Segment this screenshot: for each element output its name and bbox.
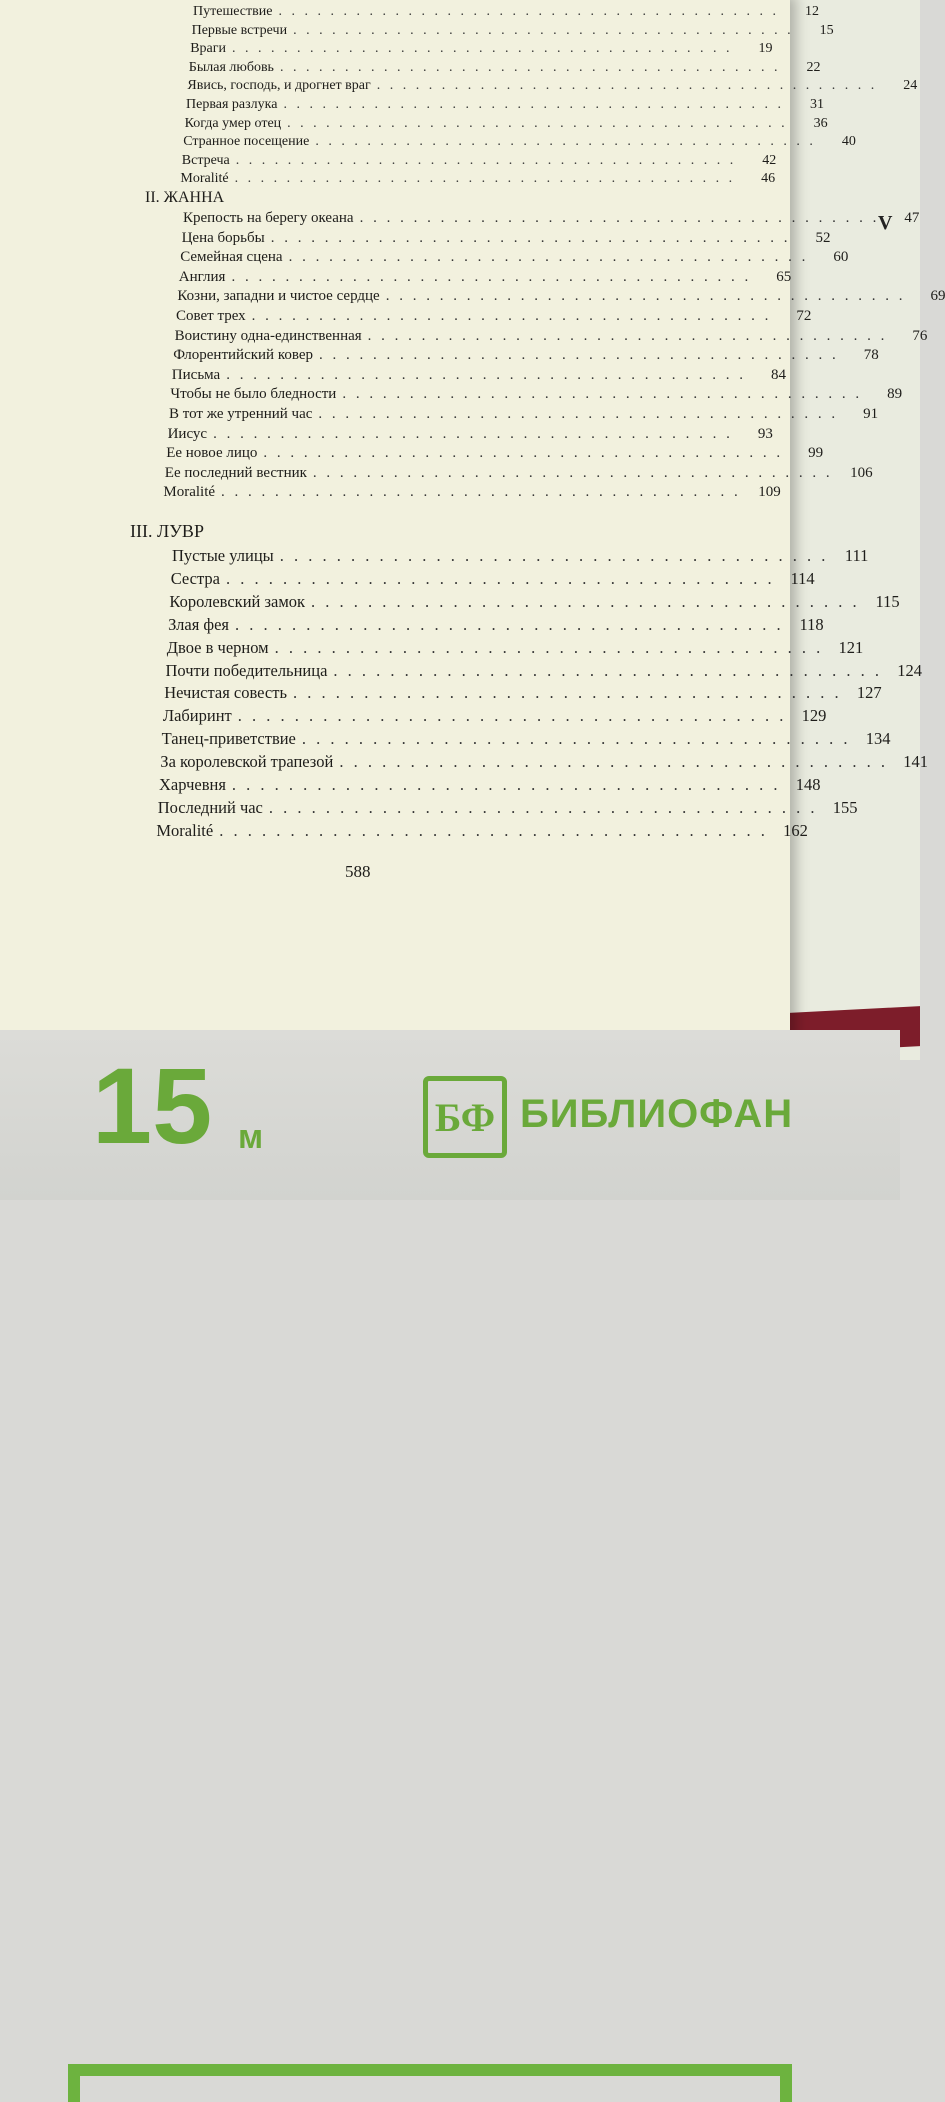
- toc-entry-page: 99: [808, 445, 824, 462]
- toc-entry-page: 91: [863, 406, 879, 422]
- toc-leader-dots: . . . . . . . . . . . . . . . . . . . . . . . . . . . . . . . . . . . . . . .: [319, 347, 839, 364]
- toc-entry-page: 148: [795, 775, 821, 794]
- banner-frame-line: [68, 2064, 790, 2076]
- toc-entry-title: Злая фея: [168, 614, 230, 634]
- banner-frame-left: [68, 2064, 80, 2102]
- toc-leader-dots: . . . . . . . . . . . . . . . . . . . . . . . . . . . . . . . . . . . . . . .: [213, 425, 733, 442]
- toc-leader-dots: . . . . . . . . . . . . . . . . . . . . . . . . . . . . . . . . . . . . . . .: [235, 614, 784, 634]
- toc-entry: [164, 683, 882, 703]
- toc-entry-title: Когда умер отец: [184, 115, 282, 131]
- toc-entry: [186, 97, 824, 113]
- toc-entry: [162, 706, 827, 726]
- book-page: [0, 0, 945, 1035]
- toc-entry-title: Цена борьбы: [181, 229, 265, 246]
- toc-entry: [180, 171, 776, 187]
- toc-entry-title: Совет трех: [176, 308, 246, 324]
- toc-entry-title: Путешествие: [193, 4, 273, 19]
- toc-entry-title: Крепость на берегу океана: [183, 210, 354, 226]
- toc-entry: [164, 464, 873, 482]
- toc-entry-page: 155: [832, 797, 858, 817]
- toc-entry: [174, 327, 928, 345]
- toc-leader-dots: . . . . . . . . . . . . . . . . . . . . . . . . . . . . . . . . . . . . . . .: [315, 134, 816, 150]
- toc-leader-dots: . . . . . . . . . . . . . . . . . . . . . . . . . . . . . . . . . . . . . . .: [376, 78, 878, 94]
- toc-leader-dots: . . . . . . . . . . . . . . . . . . . . . . . . . . . . . . . . . . . . . . .: [231, 268, 752, 285]
- toc-entry-page: 22: [806, 59, 821, 75]
- toc-entry-title: Moralité: [156, 820, 214, 840]
- toc-entry: [191, 22, 834, 39]
- toc-leader-dots: . . . . . . . . . . . . . . . . . . . . . . . . . . . . . . . . . . . . . . .: [221, 484, 741, 501]
- toc-entry-page: 36: [813, 115, 828, 131]
- toc-entry-page: 78: [863, 347, 879, 364]
- toc-entry-title: Ее последний вестник: [164, 464, 307, 481]
- toc-entry: [161, 729, 891, 749]
- toc-leader-dots: . . . . . . . . . . . . . . . . . . . . . . . . . . . . . . . . . . . . . . .: [237, 706, 787, 726]
- toc-leader-dots: . . . . . . . . . . . . . . . . . . . . . . . . . . . . . . . . . . . . . . .: [225, 568, 775, 588]
- toc-leader-dots: . . . . . . . . . . . . . . . . . . . . . . . . . . . . . . . . . . . . . . .: [274, 637, 824, 657]
- toc-entry-page: 42: [762, 152, 777, 168]
- toc-entry-page: 72: [796, 308, 812, 324]
- toc-entry: [166, 445, 824, 462]
- toc-entry: [178, 268, 792, 286]
- toc-entry-title: Явись, господь, и дрогнет враг: [187, 78, 371, 94]
- toc-entry-page: 109: [758, 484, 781, 501]
- toc-entry: [160, 752, 928, 772]
- toc-entry-page: 46: [761, 171, 776, 187]
- toc-entry-page: 52: [815, 229, 831, 246]
- toc-entry-page: 114: [790, 568, 815, 588]
- toc-leader-dots: . . . . . . . . . . . . . . . . . . . . . . . . . . . . . . . . . . . . . . .: [339, 752, 888, 772]
- toc-entry-title: Былая любовь: [188, 59, 274, 75]
- toc-leader-dots: . . . . . . . . . . . . . . . . . . . . . . . . . . . . . . . . . . . . . . .: [231, 775, 781, 794]
- toc-entry: [181, 229, 831, 247]
- toc-entry-page: 40: [841, 134, 856, 150]
- toc-entry-title: Двое в черном: [166, 637, 269, 657]
- toc-entry-title: Письма: [171, 366, 221, 383]
- toc-leader-dots: . . . . . . . . . . . . . . . . . . . . . . . . . . . . . . . . . . . . . . .: [231, 41, 733, 57]
- toc-entry: [173, 347, 879, 364]
- toc-entry-title: Нечистая совесть: [164, 683, 287, 703]
- toc-entry: [177, 288, 945, 305]
- toc-entry: [170, 568, 815, 589]
- toc-leader-dots: . . . . . . . . . . . . . . . . . . . . . . . . . . . . . . . . . . . . . . .: [293, 22, 794, 38]
- toc-entry: [183, 134, 856, 150]
- page-number: 588: [345, 862, 371, 881]
- toc-leader-dots: . . . . . . . . . . . . . . . . . . . . . . . . . . . . . . . . . . . . . . .: [311, 591, 860, 611]
- toc-section-heading: II. ЖАННА: [145, 189, 225, 206]
- toc-entry-page: 60: [833, 249, 849, 266]
- toc-leader-dots: . . . . . . . . . . . . . . . . . . . . . . . . . . . . . . . . . . . . . . .: [312, 464, 833, 481]
- toc-entry: [170, 386, 903, 403]
- bibliofan-logo-icon: [423, 1076, 507, 1158]
- toc-entry-title: Первая разлука: [186, 97, 278, 112]
- toc-leader-dots: . . . . . . . . . . . . . . . . . . . . . . . . . . . . . . . . . . . . . . .: [263, 445, 784, 462]
- toc-entry-page: 89: [887, 386, 903, 403]
- toc-leader-dots: . . . . . . . . . . . . . . . . . . . . . . . . . . . . . . . . . . . . . . .: [251, 308, 772, 324]
- banner-frame-right: [780, 2064, 792, 2102]
- toc-entry-title: Moralité: [180, 171, 229, 187]
- toc-entry-page: 134: [865, 729, 891, 749]
- toc-leader-dots: . . . . . . . . . . . . . . . . . . . . . . . . . . . . . . . . . . . . . . .: [367, 327, 888, 344]
- toc-entry-page: 129: [801, 706, 827, 726]
- toc-entry-title: Иисус: [167, 425, 208, 442]
- toc-entry-page: 121: [838, 637, 864, 657]
- toc-entry: [156, 820, 808, 841]
- toc-entry: [184, 115, 828, 132]
- toc-entry-title: Воистину одна-единственная: [174, 327, 362, 344]
- toc-entry: [171, 366, 786, 384]
- toc-leader-dots: . . . . . . . . . . . . . . . . . . . . . . . . . . . . . . . . . . . . . . .: [226, 366, 746, 383]
- toc-entry-page: 124: [897, 660, 923, 680]
- toc-leader-dots: . . . . . . . . . . . . . . . . . . . . . . . . . . . . . . . . . . . . . . .: [333, 660, 883, 680]
- facing-page-fragment: V: [878, 212, 893, 234]
- toc-leader-dots: . . . . . . . . . . . . . . . . . . . . . . . . . . . . . . . . . . . . . . .: [268, 797, 818, 817]
- toc-entry-title: Козни, западни и чистое сердце: [177, 288, 380, 305]
- toc-entry-title: Сестра: [170, 568, 220, 588]
- toc-leader-dots: . . . . . . . . . . . . . . . . . . . . . . . . . . . . . . . . . . . . . . .: [288, 249, 809, 266]
- toc-entry-page: 111: [844, 546, 869, 565]
- length-unit: м: [238, 1118, 264, 1156]
- toc-entry: [157, 797, 858, 818]
- toc-entry-title: За королевской трапезой: [160, 752, 334, 772]
- toc-entry-title: Лабиринт: [162, 706, 232, 726]
- toc-entry: [176, 308, 812, 325]
- logo-mark: БФ: [434, 1094, 496, 1140]
- toc-entry-title: Ее новое лицо: [166, 445, 258, 462]
- toc-entry-title: Семейная сцена: [180, 249, 283, 266]
- toc-entry: [167, 425, 773, 443]
- toc-entry-page: 19: [758, 41, 773, 57]
- toc-leader-dots: . . . . . . . . . . . . . . . . . . . . . . . . . . . . . . . . . . . . . . .: [279, 546, 829, 565]
- toc-entry: [190, 41, 773, 57]
- logo-name: БИБЛИОФАН: [520, 1092, 794, 1136]
- toc-entry: [169, 591, 900, 612]
- toc-leader-dots: . . . . . . . . . . . . . . . . . . . . . . . . . . . . . . . . . . . . . . .: [342, 386, 863, 403]
- toc-entry-page: 31: [809, 97, 824, 112]
- toc-entry-title: Moralité: [163, 484, 216, 501]
- toc-entry-page: 15: [819, 22, 834, 38]
- toc-entry-title: Флорентийский ковер: [173, 347, 313, 364]
- toc-leader-dots: . . . . . . . . . . . . . . . . . . . . . . . . . . . . . . . . . . . . . . .: [283, 97, 784, 112]
- toc-leader-dots: . . . . . . . . . . . . . . . . . . . . . . . . . . . . . . . . . . . . . . .: [359, 210, 880, 226]
- toc-entry: [166, 637, 864, 658]
- toc-leader-dots: . . . . . . . . . . . . . . . . . . . . . . . . . . . . . . . . . . . . . . .: [287, 115, 788, 131]
- toc-section-heading: III. ЛУВР: [130, 521, 204, 541]
- toc-entry: [172, 546, 869, 566]
- toc-leader-dots: . . . . . . . . . . . . . . . . . . . . . . . . . . . . . . . . . . . . . . .: [234, 171, 736, 187]
- toc-entry-page: 93: [757, 425, 773, 442]
- toc-entry-page: 118: [799, 614, 824, 634]
- toc-entry: [187, 78, 918, 94]
- toc-entry: [180, 249, 849, 266]
- toc-entry: [163, 484, 781, 501]
- toc-entry: [169, 406, 879, 423]
- toc-entry: [165, 660, 923, 681]
- toc-leader-dots: . . . . . . . . . . . . . . . . . . . . . . . . . . . . . . . . . . . . . . .: [385, 288, 906, 305]
- toc-entry-title: Встреча: [181, 152, 230, 168]
- toc-entry-title: Танец-приветствие: [161, 729, 296, 749]
- toc-leader-dots: . . . . . . . . . . . . . . . . . . . . . . . . . . . . . . . . . . . . . . .: [318, 406, 839, 422]
- toc-entry-page: 127: [856, 683, 882, 703]
- toc-entry-title: Пустые улицы: [172, 546, 274, 565]
- toc-entry: [181, 152, 777, 169]
- toc-entry-page: 76: [912, 327, 928, 344]
- toc-leader-dots: . . . . . . . . . . . . . . . . . . . . . . . . . . . . . . . . . . . . . . .: [278, 4, 779, 19]
- toc-entry: [183, 210, 920, 227]
- toc-leader-dots: . . . . . . . . . . . . . . . . . . . . . . . . . . . . . . . . . . . . . . .: [301, 729, 851, 749]
- toc-entry: [188, 59, 821, 76]
- toc-entry: [159, 775, 821, 795]
- toc-entry-page: 141: [903, 752, 928, 772]
- toc-entry-title: Харчевня: [159, 775, 226, 794]
- toc-entry-page: 65: [776, 268, 792, 285]
- toc-entry-page: 24: [903, 78, 918, 94]
- toc-entry-title: Англия: [178, 268, 226, 285]
- toc-entry: [168, 614, 824, 635]
- toc-leader-dots: . . . . . . . . . . . . . . . . . . . . . . . . . . . . . . . . . . . . . . .: [292, 683, 842, 703]
- table-of-contents: [0, 0, 945, 1035]
- toc-entry: [193, 4, 819, 20]
- toc-entry-page: 47: [904, 210, 920, 226]
- toc-entry-title: Странное посещение: [183, 134, 310, 150]
- toc-entry-page: 69: [930, 288, 945, 305]
- toc-entry-title: Враги: [190, 41, 226, 57]
- toc-entry-page: 12: [804, 4, 819, 19]
- toc-leader-dots: . . . . . . . . . . . . . . . . . . . . . . . . . . . . . . . . . . . . . . .: [279, 59, 781, 75]
- toc-entry-title: Почти победительница: [165, 660, 328, 680]
- toc-entry-page: 115: [875, 591, 900, 611]
- toc-leader-dots: . . . . . . . . . . . . . . . . . . . . . . . . . . . . . . . . . . . . . . .: [219, 820, 768, 840]
- toc-leader-dots: . . . . . . . . . . . . . . . . . . . . . . . . . . . . . . . . . . . . . . .: [270, 229, 791, 246]
- toc-entry-title: Чтобы не было бледности: [170, 386, 337, 403]
- toc-entry-title: Последний час: [157, 797, 263, 817]
- toc-entry-page: 162: [783, 820, 808, 840]
- toc-entry-page: 106: [850, 464, 873, 481]
- toc-entry-title: В тот же утренний час: [169, 406, 313, 422]
- toc-entry-title: Первые встречи: [191, 22, 288, 38]
- toc-entry-title: Королевский замок: [169, 591, 306, 611]
- toc-leader-dots: . . . . . . . . . . . . . . . . . . . . . . . . . . . . . . . . . . . . . . .: [235, 152, 737, 168]
- length-value: 15: [92, 1045, 213, 1166]
- toc-entry-page: 84: [770, 366, 786, 383]
